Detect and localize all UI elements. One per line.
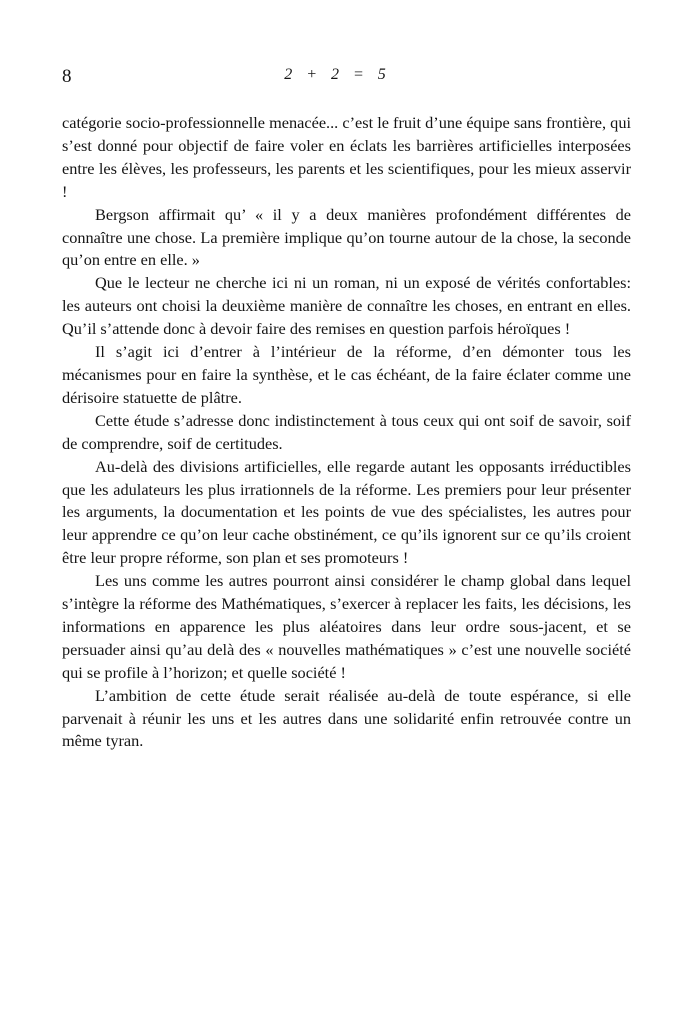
paragraph-bergson-quote: Bergson affirmait qu’ « il y a deux manières profondément différentes de connaître une chose. La première implique qu’on tourne autour de la chose, la seconde qu’on entre en elle. »	[62, 204, 631, 270]
paragraph-global-view: Les uns comme les autres pourront ainsi considérer le champ global dans lequel s’intègre la réforme des Mathématiques, s’exercer à replacer les faits, les décisions, les informations en apparence les plus aléatoires dans leur ordre sous-jacent, et se persuader ainsi qu’au delà des « nouvelles mathématiques » c’est une nouvelle société qui se profile à l’horizon; et quelle société !	[62, 571, 631, 682]
paragraph-ambition: L’ambition de cette étude serait réalisée au-delà de toute espérance, si elle parvenait à réunir les uns et les autres dans une solidarité enfin retrouvée contre un même tyran.	[62, 685, 631, 751]
running-head	[62, 66, 610, 90]
paragraph-continuation: catégorie socio-professionnelle menacée... c’est le fruit d’une équipe sans frontière, qui s’est donné pour objectif de faire voler en éclats les barrières artificielles interposées entre les élèves, les professeurs, les parents et les scientifiques, pour les mieux asservir !	[62, 113, 631, 201]
paragraph-audience: Cette étude s’adresse donc indistinctement à tous ceux qui ont soif de savoir, soif de comprendre, soif de certitudes.	[62, 410, 631, 453]
paragraph-reform-inside: Il s’agit ici d’entrer à l’intérieur de la réforme, d’en démonter tous les mécanismes pour en faire la synthèse, et le cas échéant, de la faire éclater comme une dérisoire statuette de plâtre.	[62, 342, 631, 407]
running-title: 2 + 2 = 5	[284, 66, 388, 83]
body-text	[62, 112, 631, 753]
paragraph-opponents: Au-delà des divisions artificielles, elle regarde autant les opposants irréductibles que les adulateurs les plus irrationnels de la réforme. Les premiers pour leur présenter les arguments, la documentation et les points de vue des spécialistes, les autres pour leur apprendre ce qu’on leur cache obstinément, ce qu’ils ignorent sur ce qu’ils croient être leur propre réforme, son plan et ses promoteurs !	[62, 456, 631, 568]
page-number: 8	[62, 66, 72, 87]
paragraph-reader-note: Que le lecteur ne cherche ici ni un roman, ni un exposé de vérités confortables: les auteurs ont choisi la deuxième manière de connaître les choses, en entrant en elles. Qu’il s’attende donc à devoir faire des remises en question parfois héroïques !	[62, 273, 631, 339]
